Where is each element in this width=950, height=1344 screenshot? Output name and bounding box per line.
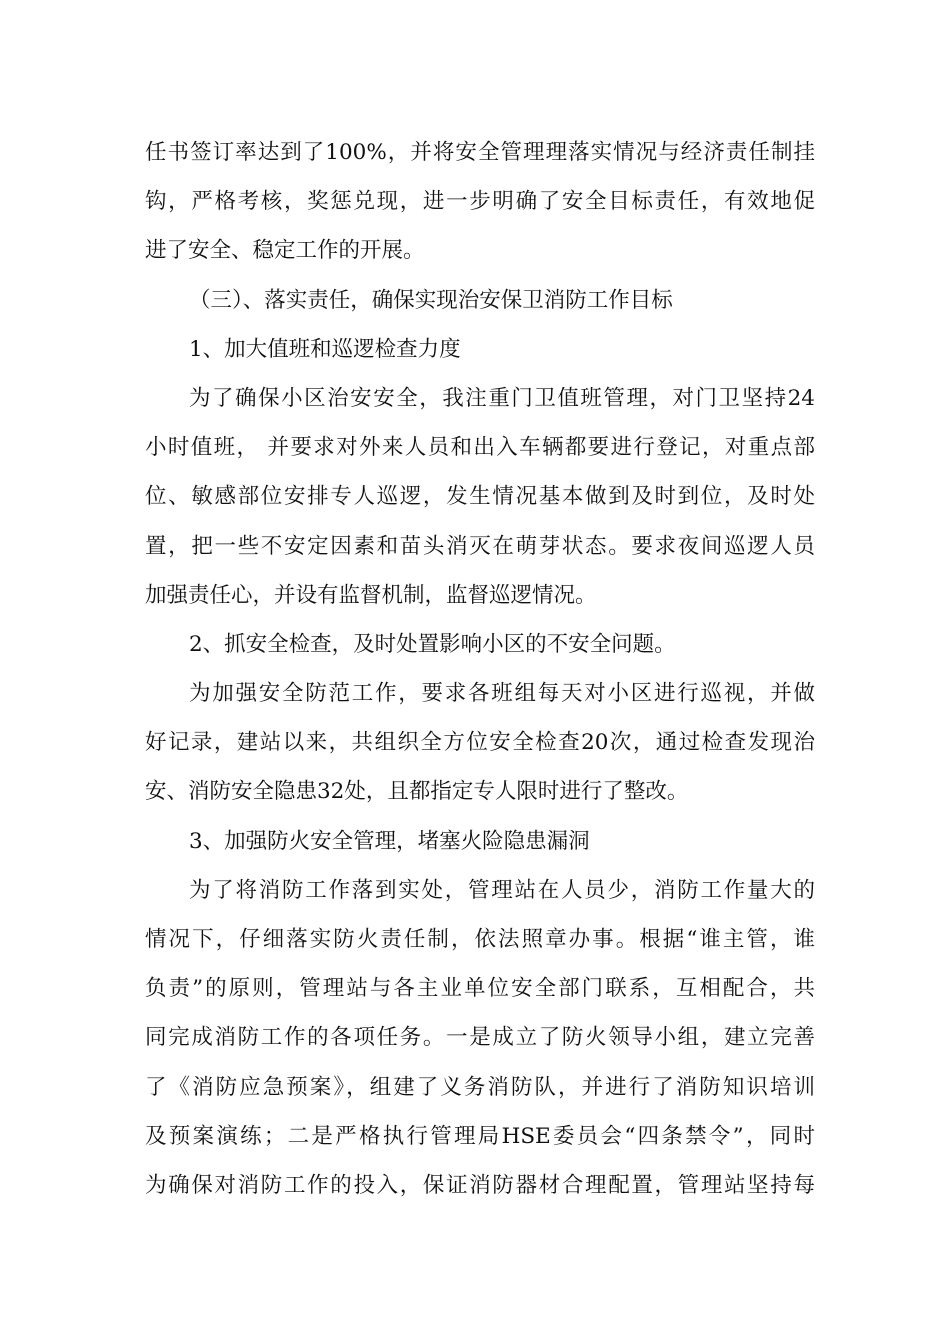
text-line: 任书签订率达到了100%，并将安全管理理落实情况与经济责任制挂 <box>145 140 815 165</box>
text-line: 置，把一些不安定因素和苗头消灭在萌芽状态。要求夜间巡逻人员 <box>145 533 815 559</box>
subsection-heading: 2、抓安全检查，及时处置影响小区的不安全问题。 <box>189 631 676 657</box>
text-line: 进了安全、稳定工作的开展。 <box>145 238 425 264</box>
text-line: 安、消防安全隐患32处，且都指定专人限时进行了整改。 <box>145 779 689 805</box>
text-line: 了《消防应急预案》，组建了义务消防队，并进行了消防知识培训 <box>145 1074 815 1100</box>
text-line: 情况下，仔细落实防火责任制，依法照章办事。根据“谁主管，谁 <box>145 927 815 952</box>
text-line: 为了将消防工作落到实处，管理站在人员少，消防工作量大的 <box>189 877 815 903</box>
text-line: 小时值班， 并要求对外来人员和出入车辆都要进行登记，对重点部 <box>145 435 815 461</box>
subsection-heading: 3、加强防火安全管理，堵塞火险隐患漏洞 <box>189 828 590 854</box>
section-heading: （三）、落实责任，确保实现治安保卫消防工作目标 <box>189 287 673 313</box>
text-line: 同完成消防工作的各项任务。一是成立了防火领导小组，建立完善 <box>145 1025 815 1051</box>
text-line: 及预案演练；二是严格执行管理局HSE委员会“四条禁令”，同时 <box>145 1123 815 1149</box>
document-body <box>145 128 815 1210</box>
text-line: 为加强安全防范工作，要求各班组每天对小区进行巡视，并做 <box>189 681 815 707</box>
text-line: 为确保对消防工作的投入，保证消防器材合理配置，管理站坚持每 <box>145 1172 815 1198</box>
subsection-heading: 1、加大值班和巡逻检查力度 <box>189 336 461 362</box>
text-line: 位、敏感部位安排专人巡逻，发生情况基本做到及时到位，及时处 <box>145 484 815 510</box>
text-line: 负责”的原则，管理站与各主业单位安全部门联系，互相配合，共 <box>145 976 815 1002</box>
text-line: 加强责任心，并设有监督机制，监督巡逻情况。 <box>145 582 597 608</box>
text-line: 好记录，建站以来，共组织全方位安全检查20次，通过检查发现治 <box>145 730 815 756</box>
text-line: 钩，严格考核，奖惩兑现，进一步明确了安全目标责任，有效地促 <box>145 189 815 215</box>
text-line: 为了确保小区治安安全，我注重门卫值班管理，对门卫坚持24 <box>189 385 815 411</box>
